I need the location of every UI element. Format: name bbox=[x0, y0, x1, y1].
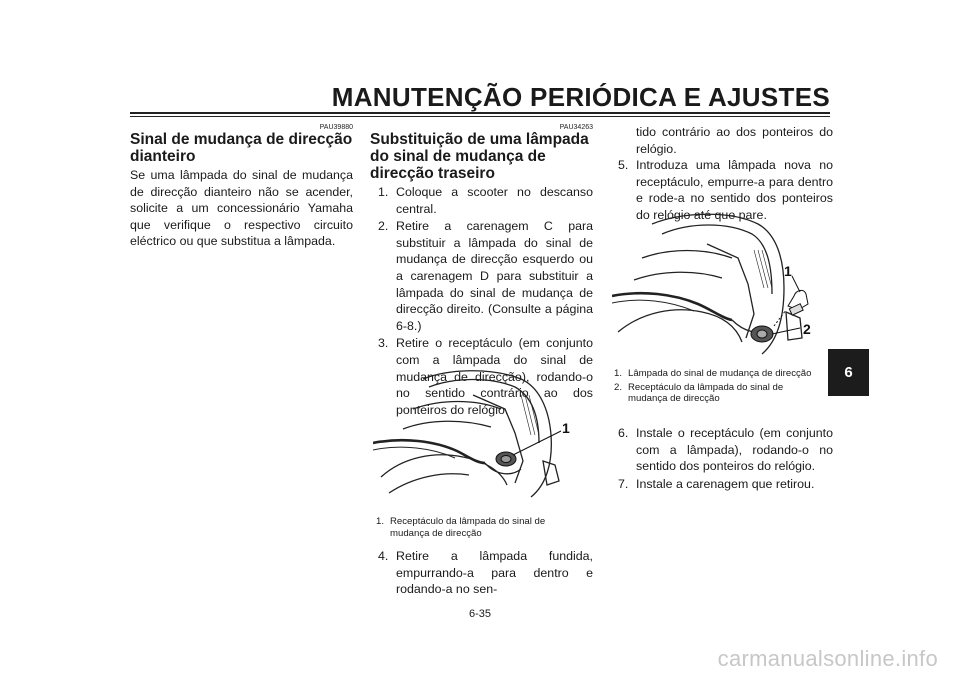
caption-item: 1. Lâmpada do sinal de mudança de direcção bbox=[614, 368, 812, 379]
step-item: 6. Instale o receptáculo (em conjunto com a lâmpada), rodando-o no sentido dos ponteiros do relógio. bbox=[618, 426, 833, 474]
chapter-tab[interactable]: 6 bbox=[828, 349, 869, 396]
watermark[interactable]: carmanualsonline.info bbox=[717, 646, 938, 671]
caption-item: 1. Receptáculo da lâmpada do sinal de mudança de direcção bbox=[376, 516, 546, 539]
callout-leader-1 bbox=[792, 276, 800, 292]
step-4 bbox=[370, 548, 593, 599]
page-title: MANUTENÇÃO PERIÓDICA E AJUSTES bbox=[331, 82, 830, 112]
page-number: 6-35 bbox=[468, 608, 492, 620]
bulb-receptacle-illustration bbox=[612, 210, 827, 358]
section-heading: Sinal de mudança de direcção dianteiro bbox=[130, 131, 353, 165]
step-item: 2. Retire a carenagem C para substituir a lâmpada do sinal de mudança de direcção esquerdo ou a carenagem D para substituir a lâmpada do sinal de mudança de direcção direito. (Consulte a página 6-8.) bbox=[378, 219, 593, 333]
section-body: Se uma lâmpada do sinal de mudança de direcção dianteiro não se acender, solicite a um concessionário Yamaha que verifique o respectivo circuito eléctrico ou que substitua a lâmpada. bbox=[130, 168, 353, 249]
step-item: 4. Retire a lâmpada fundida, empurrando-a para dentro e rodando-a no sen- bbox=[378, 549, 593, 597]
section-heading: Substituição de uma lâmpada do sinal de mudança de direcção traseiro bbox=[370, 131, 589, 182]
step-item: 1. Coloque a scooter no descanso central. bbox=[378, 185, 593, 216]
section-code: PAU39880 bbox=[319, 124, 353, 131]
callout-leader bbox=[513, 431, 561, 455]
callout-leader-2 bbox=[772, 328, 800, 334]
step-item: 7. Instale a carenagem que retirou. bbox=[618, 476, 815, 491]
header-rule-thick bbox=[130, 112, 830, 114]
caption-item: 2. Receptáculo da lâmpada do sinal de mudança de direcção bbox=[614, 381, 784, 404]
callout-label: 1 bbox=[562, 420, 570, 436]
figure-caption bbox=[374, 516, 584, 539]
section-front-signal bbox=[130, 124, 353, 250]
rear-signal-figure bbox=[373, 365, 578, 505]
step-item: 3. Retire o receptáculo (em conjunto com a lâmpada do sinal de mudança de direcção), rodando-o no sentido contrário ao dos ponteiros do relógio. bbox=[378, 336, 593, 417]
step-item: 5. Introduza uma lâmpada nova no receptáculo, empurre-a para dentro e rode-a no sentido dos ponteiros do relógio até que pare. bbox=[618, 158, 833, 222]
bulb-install-figure bbox=[612, 210, 827, 358]
final-steps bbox=[610, 425, 833, 493]
section-code: PAU34263 bbox=[559, 124, 593, 131]
figure-caption bbox=[612, 368, 822, 405]
continued-text: tido contrário ao dos ponteiros do relógio. bbox=[636, 125, 833, 156]
callout-label-2: 2 bbox=[803, 321, 811, 337]
scooter-rear-illustration bbox=[373, 365, 578, 505]
header-rule-thin bbox=[130, 116, 830, 117]
callout-label-1: 1 bbox=[784, 263, 792, 279]
